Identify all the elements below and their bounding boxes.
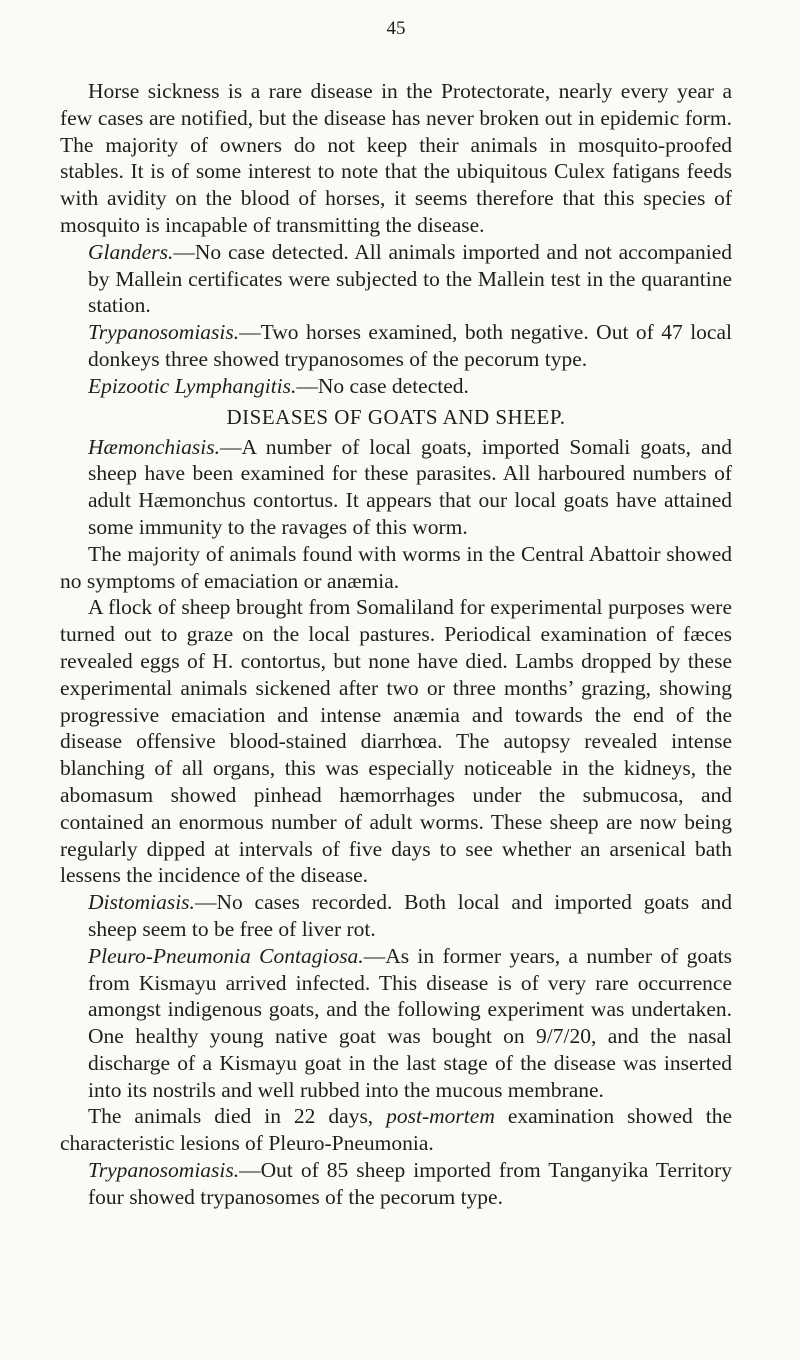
- paragraph-trypanosomiasis-sheep: [60, 1157, 732, 1211]
- paragraph-text: —Two horses examined, both negative. Out of 47 local donkeys three showed trypanosomes of the pecorum type.: [88, 320, 732, 371]
- paragraph-text: —No cases recorded. Both local and imported goats and sheep seem to be free of liver rot.: [88, 890, 732, 941]
- paragraph-text: The majority of animals found with worms in the Central Abattoir showed no symptoms of emaciation or anæmia.: [60, 541, 732, 593]
- section-title: Glanders.: [88, 239, 174, 264]
- paragraph-pleuro-pneumonia: [60, 943, 732, 1104]
- paragraph-epizootic-lymphangitis: [60, 373, 732, 400]
- paragraph-text: —Out of 85 sheep imported from Tanganyika Territory four showed trypanosomes of the pecorum type.: [88, 1158, 732, 1209]
- paragraph-trypanosomiasis-horses: [60, 319, 732, 373]
- section-title: Trypanosomiasis.: [88, 320, 240, 345]
- paragraph-text: —As in former years, a number of goats from Kismayu arrived infected. This disease is of very rare occurrence amongst indigenous goats, and the following experiment was undertaken. One healthy young native goat was bought on 9/7/20, and the nasal discharge of a Kismayu goat in the last stage of the disease was inserted into its nostrils and well rubbed into the mucous membrane.: [88, 943, 732, 1102]
- paragraph-text: A flock of sheep brought from Somaliland for experimental purposes were turned out to graze on the local pastures. Periodical examination of fæces revealed eggs of H. contortus, but none have died. Lambs dropped by these experimental animals sickened after two or three months’ grazing, showing progressive emaciation and intense anæmia and towards the end of the disease offensive blood-stained diarrhœa. The autopsy revealed intense blanching of all organs, this was especially noticeable in the kidneys, the abomasum showed pinhead hæmorrhages under the submucosa, and contained an enormous number of adult worms. These sheep are now being regularly dipped at intervals of five days to see whether an arsenical bath lessens the incidence of the disease.: [60, 595, 732, 888]
- paragraph-glanders: [60, 239, 732, 319]
- paragraph-distomiasis: [60, 889, 732, 943]
- italic-term: post-mortem: [386, 1104, 495, 1129]
- section-title: Distomiasis.: [88, 890, 195, 915]
- paragraph-text: —No case detected. All animals imported and not accompanied by Mallein certificates were subjected to the Mallein test in the quarantine station.: [88, 239, 732, 318]
- section-title: Hæmonchiasis.: [88, 434, 220, 459]
- paragraph-text: The animals died in 22 days,: [88, 1104, 387, 1129]
- paragraph-text: Horse sickness is a rare disease in the Protectorate, nearly every year a few cases are notified, but the disease has never broken out in epidemic form. The majority of owners do not keep their animals in mosquito-proofed stables. It is of some interest to note that the ubiquitous Culex fatigans feeds with avidity on the blood of horses, it seems therefore that this species of mosquito is incapable of transmitting the disease.: [60, 79, 732, 237]
- paragraph-text: —A number of local goats, imported Somali goats, and sheep have been examined for these parasites. All harboured numbers of adult Hæmonchus contortus. It appears that our local goats have attained some immunity to the ravages of this worm.: [88, 434, 732, 539]
- paragraph-horse-sickness: [60, 78, 732, 239]
- paragraph-somaliland-sheep: [60, 594, 732, 889]
- section-heading: DISEASES OF GOATS AND SHEEP.: [226, 404, 566, 429]
- paragraph-text: —No case detected.: [296, 373, 469, 398]
- page-number: 45: [386, 18, 406, 39]
- section-title: Pleuro-Pneumonia Contagiosa.: [88, 943, 364, 968]
- paragraph-central-abattoir: [60, 541, 732, 595]
- paragraph-text: examination showed the characteristic lesions of Pleuro-Pneumonia.: [60, 1104, 732, 1156]
- paragraph-pleuro-pneumonia-result: [60, 1103, 732, 1157]
- paragraph-haemonchiasis: [60, 434, 732, 541]
- section-title: Epizootic Lymphangitis.: [88, 373, 297, 398]
- section-title: Trypanosomiasis.: [88, 1158, 240, 1183]
